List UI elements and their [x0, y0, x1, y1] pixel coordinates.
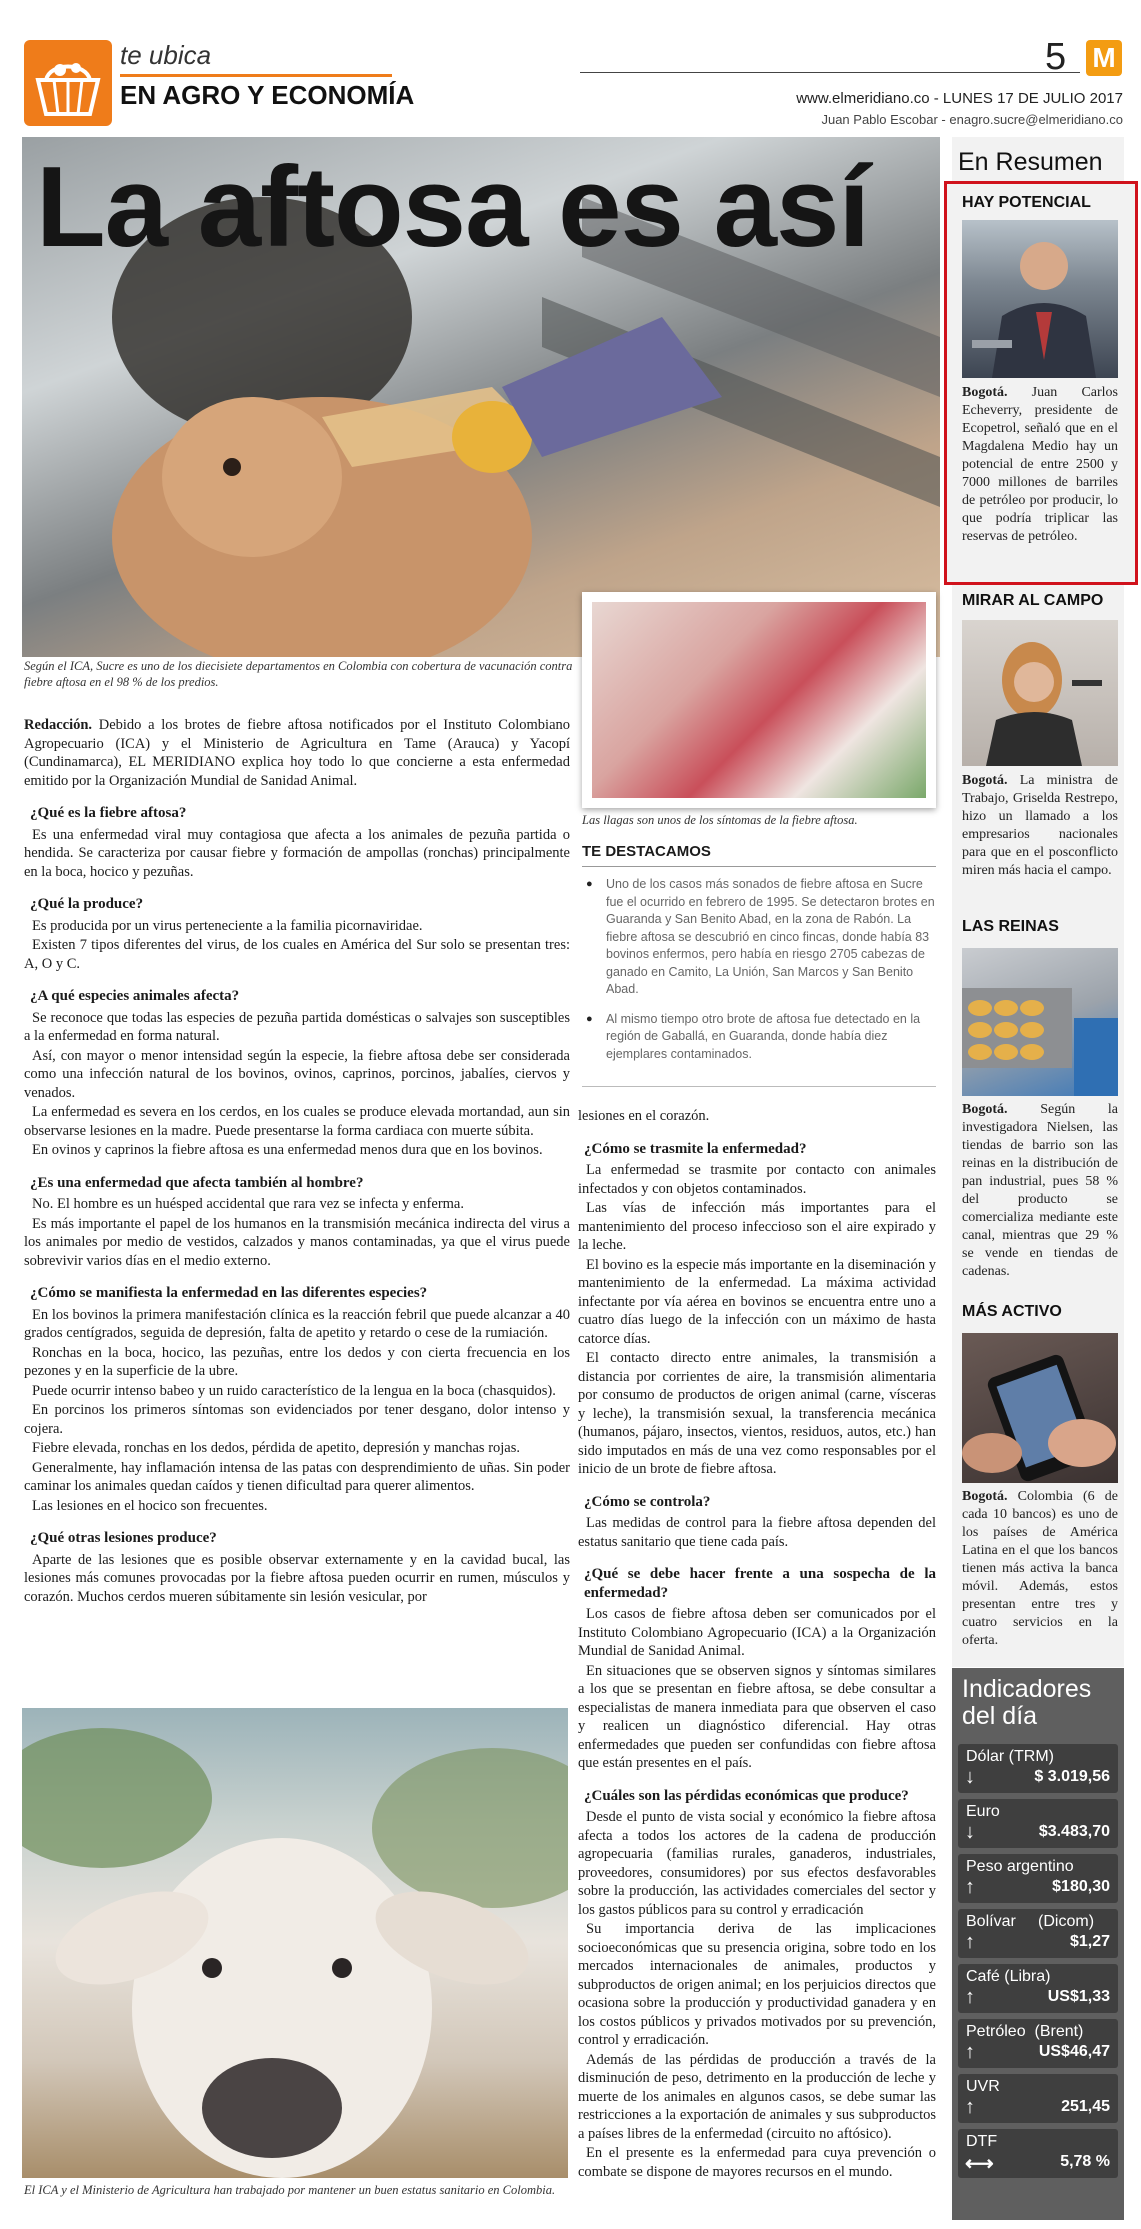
brief-text	[962, 1101, 1118, 1281]
indicator-value: $180,30	[1052, 1878, 1110, 1895]
minister-photo	[962, 620, 1118, 766]
basket-icon	[24, 40, 112, 126]
newspaper-logo: M	[1086, 40, 1122, 76]
highlights-title: TE DESTACAMOS	[582, 843, 711, 860]
lesion-image	[592, 602, 926, 798]
question-heading: ¿Qué la produce?	[30, 896, 144, 912]
question-heading: ¿Qué es la fiebre aftosa?	[30, 805, 187, 821]
trend-arrow-icon: ↑	[965, 1931, 975, 1953]
article-column-1	[24, 716, 570, 1607]
question-heading: ¿A qué especies animales afecta?	[30, 988, 240, 1004]
highlights-list	[586, 876, 936, 1075]
executive-photo	[962, 220, 1118, 378]
paragraph: Aparte de las lesiones que es posible observar externamente y en la cavidad bucal, las lesiones más comunes provocadas por la fiebre aftosa pueden ocurrir en rumen, músculos y corazón. Muchos cerdos mueren súbitamente sin lesión vesicular, por	[24, 1551, 570, 1605]
paragraph: En los bovinos la primera manifestación clínica es la reacción febril que puede alcanzar a 40 grados centígrados, seguida de depresión, falta de apetito y retardo o cese de la rumiación.	[24, 1306, 570, 1341]
inset-photo	[582, 592, 936, 808]
indicator-value: $1,27	[1069, 1933, 1110, 1950]
paragraph: Existen 7 tipos diferentes del virus, de los cuales en América del Sur solo se presentan tres: A, O y C.	[24, 937, 570, 972]
section-logo	[24, 40, 112, 126]
paragraph: Puede ocurrir intenso babeo y un ruido característico de la lengua en la boca (chasquidos).	[32, 1382, 556, 1399]
highlights-rule	[582, 866, 936, 867]
paragraph: Los casos de fiebre aftosa deben ser comunicados por el Instituto Colombiano Agropecuario (ICA) a la Organización Mundial de Sanidad Animal.	[578, 1606, 936, 1659]
inset-caption: Las llagas son unos de los síntomas de la fiebre aftosa.	[582, 813, 858, 827]
paragraph: Ronchas en la boca, hocico, las pezuñas, entre los dedos y con cierta frecuencia en los pezones y en la superficie de la ubre.	[24, 1344, 570, 1379]
lead-paragraph	[24, 716, 570, 790]
brief-body: Según la investigadora Nielsen, las tiendas de barrio son las reinas en la distribución de pan industrial, pues 58 % del producto se comercializa mediante este canal, mientras que 29 % se vende en tiendas de cadenas.	[962, 1102, 1118, 1279]
paragraph: En situaciones que se observen signos y síntomas similares a los que se presentan en fiebre aftosa, se debe consultar a especialistas de manera inmediata para que observen el caso y realicen un diagnóstico diferencial. Hay otras enfermedades que pueden ser confundidas con fiebre aftosa que están presentes en el país.	[578, 1662, 936, 1771]
brief-lead: Bogotá.	[962, 1102, 1008, 1117]
paragraph: Es producida por un virus perteneciente a la familia picornaviridae.	[32, 917, 423, 934]
indicator-row	[958, 1744, 1118, 1793]
brief-title: MIRAR AL CAMPO	[962, 592, 1104, 609]
paragraph: El bovino es la especie más importante en la diseminación y mantenimiento de la enfermedad. La máxima actividad infectante por vía aérea en bovinos se encuentra entre uno a cuatro días luego de la infección con un máximo de hasta catorce días.	[578, 1256, 936, 1347]
indicator-value: $ 3.019,56	[1034, 1768, 1110, 1785]
sidebar-heading: En Resumen	[958, 148, 1103, 176]
paragraph: Fiebre elevada, ronchas en los dedos, pérdida de apetito, depresión y manchas rojas.	[32, 1440, 521, 1456]
header-rule	[580, 72, 1080, 73]
question-heading: ¿Cuáles son las pérdidas económicas que produce?	[584, 1787, 909, 1804]
paragraph: Es más importante el papel de los humanos en la transmisión mecánica indirecta del virus a los animales por medio de vestidos, calzados y manos contaminadas, ya que el virus puede sobrevivir varios días en el medio externo.	[24, 1215, 570, 1269]
trend-arrow-icon: ↓	[965, 1821, 975, 1843]
section-underline	[120, 74, 392, 77]
paragraph: La enfermedad se trasmite por contacto con animales infectados y con objetos contaminados.	[578, 1162, 936, 1197]
trend-arrow-icon: ↑	[965, 2096, 975, 2118]
paragraph: Las lesiones en el hocico son frecuentes.	[32, 1497, 268, 1514]
indicator-value: 251,45	[1061, 2098, 1110, 2115]
indicator-name: Dólar (TRM)	[966, 1748, 1054, 1765]
trend-arrow-icon: ↑	[965, 2041, 975, 2063]
paragraph: En el presente es la enfermedad para cuya prevención o combate se dispone de mayores recursos en el mundo.	[578, 2145, 936, 2180]
indicator-name: Peso argentino	[966, 1858, 1074, 1875]
brief-title: LAS REINAS	[962, 918, 1059, 935]
indicator-row	[958, 2019, 1118, 2068]
bottom-photo	[22, 1708, 568, 2178]
indicator-row	[958, 2074, 1118, 2123]
speaker-image	[962, 220, 1118, 378]
trend-arrow-icon: ↑	[965, 1876, 975, 1898]
indicator-value: 5,78 %	[1060, 2153, 1110, 2170]
lead-text: Debido a los brotes de fiebre aftosa notificados por el Instituto Colombiano Agropecuario (ICA) y el Ministerio de Agricultura en Tame (Arauca) y Yacopí (Cundinamarca), EL MERIDIANO explica hoy todo lo que concierne a esta enfermedad emitido por la Organización Mundial de Sanidad Animal.	[24, 717, 570, 789]
paragraph: En porcinos los primeros síntomas son evidenciados por tener desgano, dolor intenso y cojera.	[24, 1402, 570, 1437]
section-title: EN AGRO Y ECONOMÍA	[120, 80, 415, 110]
indicator-row	[958, 1964, 1118, 2013]
indicators-title: Indicadores del día	[962, 1675, 1092, 1730]
article-title: La aftosa es así	[36, 144, 870, 271]
paragraph: La enfermedad es severa en los cerdos, en los cuales se produce elevada mortandad, aun sin observarse lesiones en la madre. Puede presentarse la forma cardiaca con muerte súbita.	[24, 1104, 570, 1139]
paragraph: Las vías de infección más importantes para el mantenimiento del proceso infeccioso son el aire expirado y la leche.	[578, 1200, 936, 1253]
highlight-item: ● Uno de los casos más sonados de fiebre aftosa en Sucre fue el ocurrido en febrero de 1995. Se detectaron brotes en Guaranda y San Benito Abad, en la zona de Rabón. La fiebre aftosa se descubrió en cinco fincas, donde había 83 bovinos enfermos, pero había en riesgo 2705 cabezas de ganado en Camito, La Unión, San Marcos y San Benito Abad.	[586, 876, 936, 999]
indicator-name: Euro	[966, 1803, 1000, 1820]
indicator-name: DTF	[966, 2133, 998, 2150]
paragraph: Es una enfermedad viral muy contagiosa que afecta a los animales de pezuña partida o hendida. Se caracteriza por causar fiebre y formación de ampollas (ronchas) principalmente en la boca, hocico y pezuñas.	[24, 826, 570, 880]
question-heading: ¿Es una enfermedad que afecta también al hombre?	[30, 1174, 364, 1191]
paragraph: En ovinos y caprinos la fiebre aftosa es una enfermedad menos dura que en los bovinos.	[32, 1142, 543, 1158]
brief-text	[962, 384, 1118, 546]
bakery-photo	[962, 948, 1118, 1096]
indicator-row	[958, 1854, 1118, 1903]
indicator-row	[958, 1799, 1118, 1848]
brief-title: MÁS ACTIVO	[962, 1303, 1062, 1320]
minister-image	[962, 620, 1118, 766]
paragraph: lesiones en el corazón.	[578, 1108, 710, 1124]
indicator-value: US$1,33	[1047, 1988, 1110, 2005]
brief-body: Colombia (6 de cada 10 bancos) es uno de los países de América Latina en el que los bancos tienen más activa la banca móvil. Además, estos presentan entre tres y cuatro servicios en la oferta.	[962, 1489, 1118, 1648]
paragraph: Su importancia deriva de las implicaciones socioeconómicas que su presencia origina, sobre todo en los mercados internacionales de animales, productos y subproductos de origen animal; en los perjuicios directos que ocasiona sobre la producción y productividad ganadera y en los costos públicos y privados motivados por su prevención, control y erradicación.	[578, 1921, 936, 2048]
brief-body: La ministra de Trabajo, Griselda Restrepo, hizo un llamado a los empresarios nacionales para que en el posconflicto miren más hacia el campo.	[962, 773, 1118, 878]
trend-arrow-icon: ↓	[965, 1766, 975, 1788]
hero-caption: Según el ICA, Sucre es uno de los diecisiete departamentos en Colombia con cobertura de vacunación contra fiebre aftosa en el 98 % de los predios.	[24, 659, 573, 689]
indicator-value: $3.483,70	[1038, 1823, 1110, 1840]
paragraph: Desde el punto de vista social y económico la fiebre aftosa afecta a todos los actores de la cadena de producción agropecuaria (familias rurales, ganaderos, industriales, proveedores, consumidores) por sus efectos desfavorables sobre la producción, las actividades comerciales del sector y los gastos públicos para su control y erradicación	[578, 1809, 936, 1918]
brief-text	[962, 1488, 1118, 1650]
trend-arrow-icon: ⟷	[965, 2153, 994, 2175]
lead-label: Redacción.	[24, 717, 93, 733]
page-number: 5	[1045, 36, 1067, 78]
smartphone-image	[962, 1333, 1118, 1483]
indicator-name: Bolívar (Dicom)	[966, 1913, 1095, 1930]
indicator-value: US$46,47	[1038, 2043, 1110, 2060]
trend-arrow-icon: ↑	[965, 1986, 975, 2008]
paragraph: No. El hombre es un huésped accidental que rara vez se infecta y enferma.	[32, 1196, 464, 1212]
section-kicker: te ubica	[120, 40, 212, 70]
bottom-caption: El ICA y el Ministerio de Agricultura han trabajado por mantener un buen estatus sanitario en Colombia.	[24, 2183, 556, 2197]
paragraph: Generalmente, hay inflamación intensa de las patas con desprendimiento de uñas. Sin poder caminar los animales quedan caídos y tienen dificultad para querer alimentos.	[24, 1459, 570, 1494]
article-column-2	[578, 1107, 936, 2182]
indicator-row	[958, 1909, 1118, 1958]
brief-title: HAY POTENCIAL	[962, 194, 1091, 211]
bread-rolls-image	[962, 948, 1118, 1096]
brief-lead: Bogotá.	[962, 773, 1008, 788]
author-byline: Juan Pablo Escobar - enagro.sucre@elmeridiano.co	[821, 112, 1123, 127]
paragraph: Se reconoce que todas las especies de pezuña partida domésticas o salvajes son susceptibles a la enfermedad en forma natural.	[24, 1009, 570, 1044]
paragraph: Las medidas de control para la fiebre aftosa dependen del estatus sanitario que tiene cada país.	[578, 1515, 936, 1550]
highlight-item: ● Al mismo tiempo otro brote de aftosa fue detectado en la región de Gaballá, en Guaranda, donde había diez ejemplares contaminados.	[586, 1011, 936, 1064]
question-heading: ¿Qué otras lesiones produce?	[30, 1530, 217, 1546]
question-heading: ¿Qué se debe hacer frente a una sospecha de la enfermedad?	[584, 1566, 936, 1601]
paragraph: El contacto directo entre animales, la transmisión a distancia por corrientes de aire, la transmisión alimentaria por consumo de productos de origen animal (carne, vísceras y leche), la transmisión sexual, la transferencia mecánica (humanos, pájaro, insectos, vientos, residuos, autos, etc.) han sido imputados en más de una vez como responsables por el inicio de un brote de fiebre aftosa.	[578, 1350, 936, 1477]
indicator-row	[958, 2129, 1118, 2178]
brief-text	[962, 772, 1118, 880]
question-heading: ¿Cómo se trasmite la enfermedad?	[584, 1140, 807, 1157]
question-heading: ¿Cómo se manifiesta la enfermedad en las diferentes especies?	[30, 1285, 428, 1301]
paragraph: Así, con mayor o menor intensidad según la especie, la fiebre aftosa debe ser considerada como una infección natural de los bovinos, ovinos, caprinos, porcinos, jabalíes, ciervos y venados.	[24, 1047, 570, 1101]
indicator-name: UVR	[966, 2078, 1000, 2095]
brief-body: Juan Carlos Echeverry, presidente de Ecopetrol, señaló que en el Magdalena Medio hay un potencial de entre 2500 y 7000 millones de barriles de petróleo por producir, lo que podría triplicar las reservas de petróleo.	[962, 385, 1118, 544]
white-cow-image	[22, 1708, 568, 2178]
brief-lead: Bogotá.	[962, 385, 1008, 400]
mobile-banking-photo	[962, 1333, 1118, 1483]
question-heading: ¿Cómo se controla?	[584, 1493, 711, 1510]
paragraph: Además de las pérdidas de producción a través de la disminución de peso, detrimento en la producción de leche y muerte de los animales en algunos casos, se debe sumar las restricciones a la exportación de animales y sus subproductos a países libres de la enfermedad (circuito no aftósico).	[578, 2051, 936, 2142]
brief-lead: Bogotá.	[962, 1489, 1008, 1504]
indicator-name: Petróleo (Brent)	[966, 2023, 1084, 2040]
site-and-date: www.elmeridiano.co - LUNES 17 DE JULIO 2017	[796, 90, 1123, 107]
highlights-end-rule	[582, 1086, 936, 1087]
indicator-name: Café (Libra)	[966, 1968, 1051, 1985]
